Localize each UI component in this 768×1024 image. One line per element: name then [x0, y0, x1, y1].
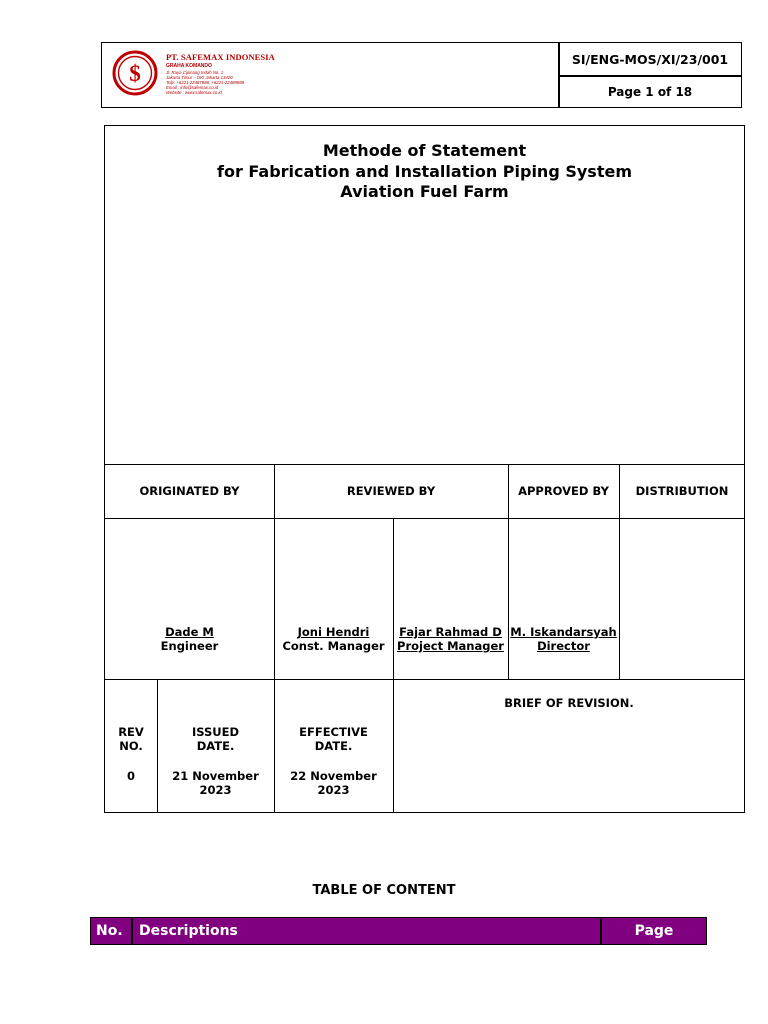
signatory-originator [105, 625, 274, 653]
page-number: Page 1 of 18 [607, 84, 693, 99]
signatory-name: Dade M [165, 625, 214, 639]
originated-by-header: ORIGINATED BY [139, 484, 240, 498]
toc-col-no: No. [96, 923, 123, 939]
company-website: Website : www.safemax.co.id [166, 90, 222, 95]
label-line: EFFECTIVE [299, 725, 368, 739]
approved-by-header: APPROVED BY [518, 484, 609, 498]
date-line: 22 November [290, 769, 377, 783]
title-line: Methode of Statement [322, 141, 527, 160]
signatory-name: M. Iskandarsyah [510, 625, 617, 639]
label-line: ISSUED [191, 725, 240, 739]
company-name: PT. SAFEMAX INDONESIA [166, 52, 275, 62]
document-title [104, 141, 745, 203]
toc-col-descriptions: Descriptions [139, 923, 238, 939]
company-address-line: Jakarta Timur – DKI Jakarta 13420 [166, 75, 233, 80]
svg-text:$: $ [129, 61, 141, 86]
company-phone: Telp: +6221-22487888, +6221-22489888 [166, 80, 244, 85]
reviewed-by-header: REVIEWED BY [346, 484, 436, 498]
distribution-header: DISTRIBUTION [635, 484, 729, 498]
signatory-approver [508, 625, 619, 653]
label-line: DATE. [196, 739, 235, 753]
company-address-line: Jl. Raya Cipinang Indah No. 1 [166, 70, 224, 75]
date-line: 2023 [317, 783, 350, 797]
signatory-name: Joni Hendri [297, 625, 370, 639]
company-email: Email : info@safemax.co.id [166, 85, 219, 90]
company-subtitle: GRAHA KOMANDO [166, 63, 212, 69]
date-line: 2023 [199, 783, 232, 797]
toc-divider [131, 917, 133, 945]
title-line: Aviation Fuel Farm [340, 182, 509, 201]
signatory-role: Project Manager [397, 639, 504, 653]
table-rule [393, 518, 394, 679]
toc-title: TABLE OF CONTENT [312, 883, 456, 898]
table-rule [105, 518, 744, 519]
signatory-name: Fajar Rahmad D [399, 625, 502, 639]
safemax-logo-icon [112, 50, 158, 96]
signatory-role: Engineer [160, 639, 219, 653]
rev-no-label [105, 725, 157, 753]
date-line: 21 November [172, 769, 259, 783]
label-line: NO. [119, 739, 143, 753]
signatory-role: Director [537, 639, 590, 653]
signatory-role: Const. Manager [282, 639, 385, 653]
toc-col-page: Page [634, 923, 674, 939]
issued-date-value [157, 769, 274, 797]
signatory-reviewer [274, 625, 393, 653]
label-line: DATE. [314, 739, 353, 753]
signatory-reviewer [393, 625, 508, 653]
brief-of-revision-label: BRIEF OF REVISION. [504, 696, 634, 710]
rev-no-value: 0 [126, 769, 135, 783]
table-rule [105, 679, 744, 680]
label-line: REV [118, 725, 144, 739]
title-line: for Fabrication and Installation Piping System [217, 161, 632, 181]
effective-date-value [274, 769, 393, 797]
document-code: SI/ENG-MOS/XI/23/001 [571, 51, 729, 67]
issued-date-label [157, 725, 274, 753]
effective-date-label [274, 725, 393, 753]
